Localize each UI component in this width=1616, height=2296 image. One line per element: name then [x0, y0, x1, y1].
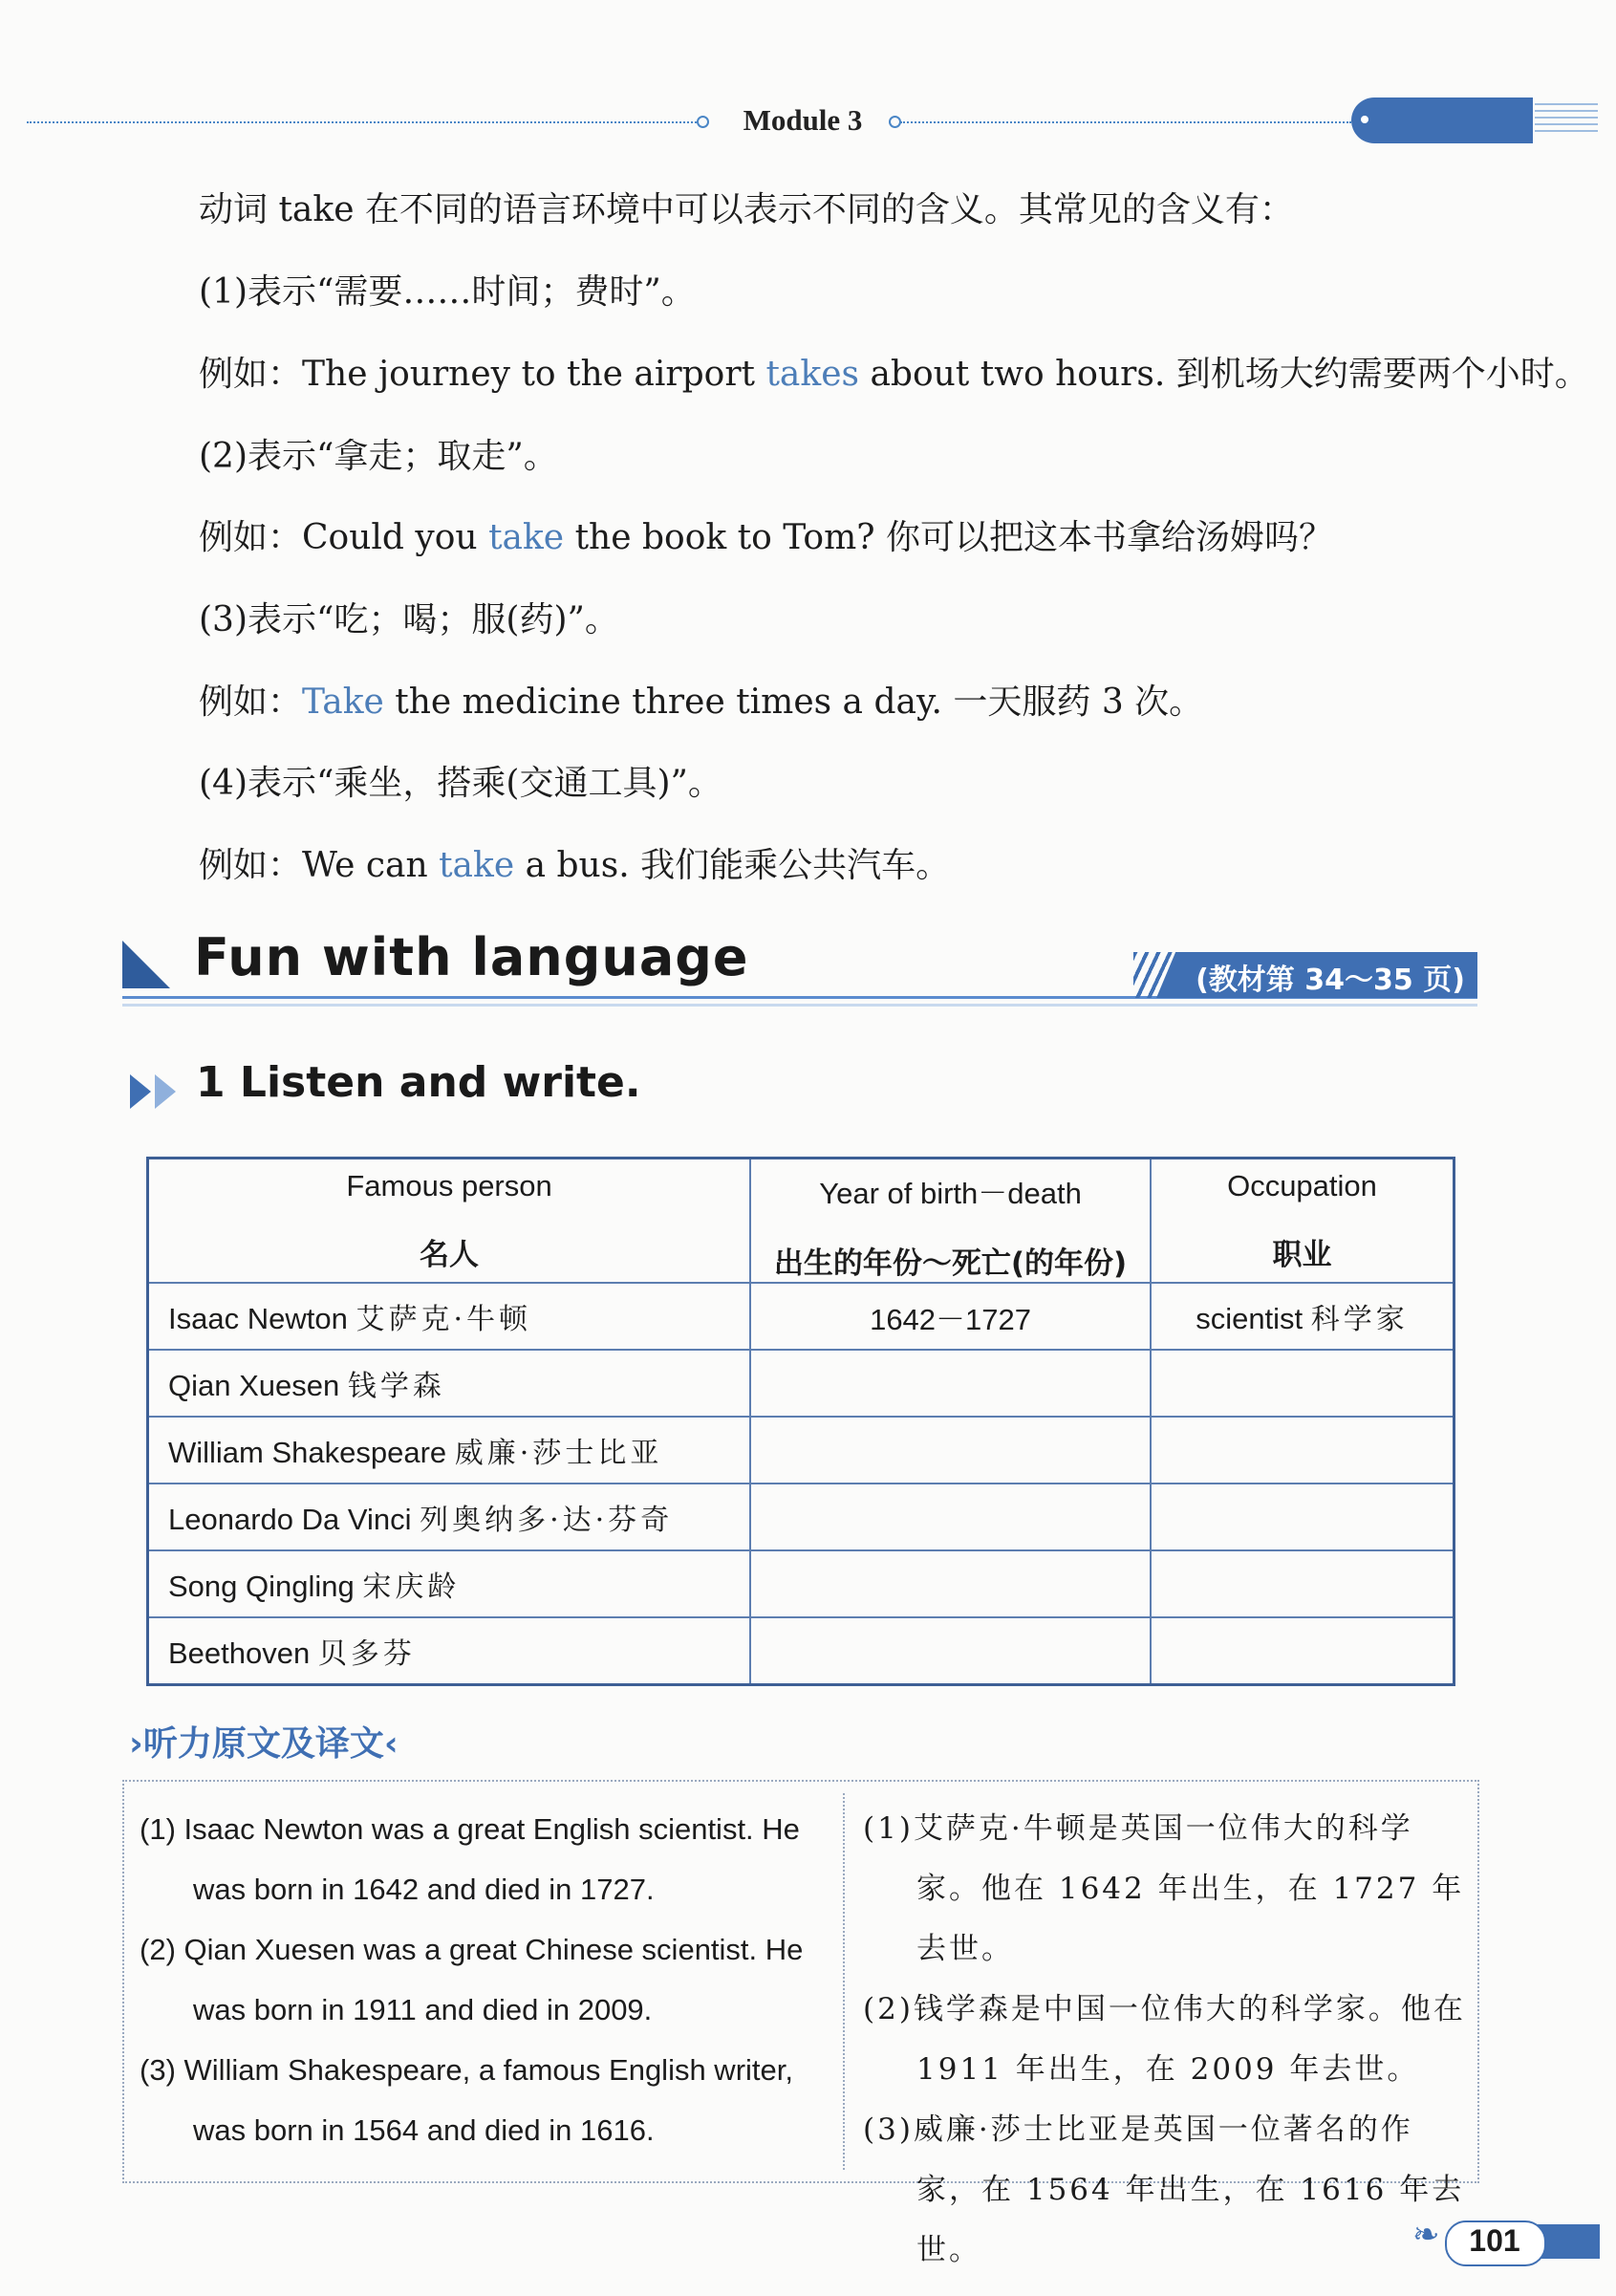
explanation-line [199, 354, 1589, 396]
leaf-icon: ❧ [1412, 2216, 1440, 2254]
explanation-line [199, 517, 1333, 559]
years-cell[interactable] [750, 1617, 1151, 1685]
header-years [750, 1159, 1151, 1284]
page-number: 101 [1469, 2223, 1520, 2258]
transcript-en-item: (1) Isaac Newton was a great English scientist. He was born in 1642 and died in 1727. [140, 1812, 800, 1906]
section-rule-light [122, 1004, 1477, 1007]
explanation-line [199, 682, 1203, 724]
header-famous-person [148, 1159, 751, 1284]
explanation-text: (2)表示“拿走；取走”。 [199, 437, 558, 476]
explanation-line [199, 271, 696, 314]
header-zh: 出生的年份～死亡(的年份) [773, 1246, 1128, 1281]
explanation-line [199, 845, 950, 887]
occupation-cell[interactable] [1151, 1550, 1454, 1617]
exercise-title: 1 Listen and write. [196, 1058, 641, 1107]
transcript-chinese [863, 1799, 1471, 2281]
table-row [148, 1417, 1454, 1484]
table-header-row [148, 1159, 1454, 1284]
person-name-en: Qian Xuesen [168, 1369, 340, 1402]
person-name-zh: 艾萨克·牛顿 [356, 1303, 531, 1336]
person-name-zh: 贝多芬 [317, 1637, 416, 1671]
module-title: Module 3 [743, 103, 863, 137]
person-cell [148, 1550, 751, 1617]
occupation-en: scientist [1196, 1302, 1304, 1335]
transcript-divider [843, 1793, 845, 2170]
years-cell: 1642－1727 [750, 1283, 1151, 1350]
listen-write-table [146, 1157, 1455, 1686]
header-tab [1351, 97, 1533, 143]
take-keyword: take [488, 518, 565, 557]
person-name-en: Isaac Newton [168, 1302, 348, 1335]
explanation-line [199, 763, 722, 805]
explanation-text: the medicine three times a day. 一天服药 3 次。 [383, 682, 1204, 722]
explanation-text: a bus. 我们能乘公共汽车。 [514, 846, 951, 885]
person-name-zh: 威廉·莎士比亚 [454, 1437, 663, 1470]
exercise-arrow-icon [155, 1074, 176, 1109]
person-name-zh: 宋庆龄 [362, 1570, 461, 1604]
person-cell [148, 1283, 751, 1350]
explanation-line [199, 599, 619, 641]
header-rule-left-dot [697, 116, 709, 128]
table-row [148, 1484, 1454, 1550]
person-cell [148, 1617, 751, 1685]
person-name-en: Leonardo Da Vinci [168, 1503, 412, 1536]
header-occupation [1151, 1159, 1454, 1284]
years-cell[interactable] [750, 1417, 1151, 1484]
explanation-line [199, 189, 1294, 231]
header-stripes [1535, 103, 1598, 136]
person-name-en: Beethoven [168, 1636, 311, 1670]
occupation-zh: 科学家 [1310, 1303, 1409, 1336]
header-en: Occupation [1227, 1169, 1377, 1202]
explanation-text: 例如： [199, 682, 303, 722]
table-row [148, 1550, 1454, 1617]
person-name-en: Song Qingling [168, 1570, 355, 1603]
years-cell[interactable] [750, 1484, 1151, 1550]
explanation-text: 例如：Could you [199, 518, 489, 557]
table-row [148, 1350, 1454, 1417]
table-row [148, 1283, 1454, 1350]
header-rule-left [27, 121, 707, 123]
header-tab-dot [1361, 116, 1368, 123]
transcript-zh-item: (1)艾萨克·牛顿是英国一位伟大的科学家。他在 1642 年出生，在 1727 年去世。 [863, 1811, 1465, 1966]
explanation-text: 例如：We can [199, 846, 440, 885]
person-name-en: William Shakespeare [168, 1436, 447, 1469]
header-zh: 职业 [1272, 1238, 1332, 1272]
person-cell [148, 1350, 751, 1417]
table-row [148, 1617, 1454, 1685]
person-name-zh: 钱学森 [347, 1370, 445, 1403]
person-name-zh: 列奥纳多·达·芬奇 [420, 1504, 674, 1537]
header-en: Famous person [346, 1169, 552, 1202]
explanation-line [199, 436, 558, 478]
transcript-en-item: (3) William Shakespeare, a famous English writer, was born in 1564 and died in 1616. [140, 2053, 793, 2147]
years-cell[interactable] [750, 1550, 1151, 1617]
exercise-arrow-icon [130, 1074, 151, 1109]
occupation-cell[interactable] [1151, 1417, 1454, 1484]
transcript-zh-item: (3)威廉·莎士比亚是英国一位著名的作家，在 1564 年出生，在 1616 年去世。 [863, 2112, 1465, 2267]
transcript-zh-item: (2)钱学森是中国一位伟大的科学家。他在 1911 年出生，在 2009 年去世。 [863, 1992, 1466, 2087]
explanation-text: (1)表示“需要……时间；费时”。 [199, 272, 696, 312]
header-rule-right [900, 121, 1351, 123]
years-cell[interactable] [750, 1350, 1151, 1417]
explanation-text: the book to Tom? 你可以把这本书拿给汤姆吗？ [564, 518, 1333, 557]
person-cell [148, 1417, 751, 1484]
explanation-text: 动词 take 在不同的语言环境中可以表示不同的含义。其常见的含义有： [199, 190, 1294, 229]
section-triangle-icon [122, 941, 170, 988]
header-zh: 名人 [420, 1238, 480, 1272]
person-cell [148, 1484, 751, 1550]
occupation-cell[interactable] [1151, 1484, 1454, 1550]
occupation-cell[interactable] [1151, 1617, 1454, 1685]
transcript-en-item: (2) Qian Xuesen was a great Chinese scientist. He was born in 1911 and died in 2009. [140, 1933, 804, 2026]
occupation-cell [1151, 1283, 1454, 1350]
transcript-english [140, 1799, 837, 2160]
take-keyword: takes [765, 355, 859, 394]
take-keyword: Take [302, 682, 384, 722]
take-keyword: take [439, 846, 515, 885]
explanation-text: 例如：The journey to the airport [199, 355, 766, 394]
explanation-text: (4)表示“乘坐，搭乘(交通工具)”。 [199, 764, 722, 803]
explanation-text: about two hours. 到机场大约需要两个小时。 [859, 355, 1589, 394]
section-title: Fun with language [194, 927, 749, 987]
occupation-cell[interactable] [1151, 1350, 1454, 1417]
transcript-heading: ›听力原文及译文‹ [129, 1724, 399, 1764]
section-page-ref: (教材第 34～35 页) [1196, 964, 1465, 997]
explanation-text: (3)表示“吃；喝；服(药)”。 [199, 600, 619, 639]
header-en: Year of birth－death [819, 1177, 1082, 1210]
